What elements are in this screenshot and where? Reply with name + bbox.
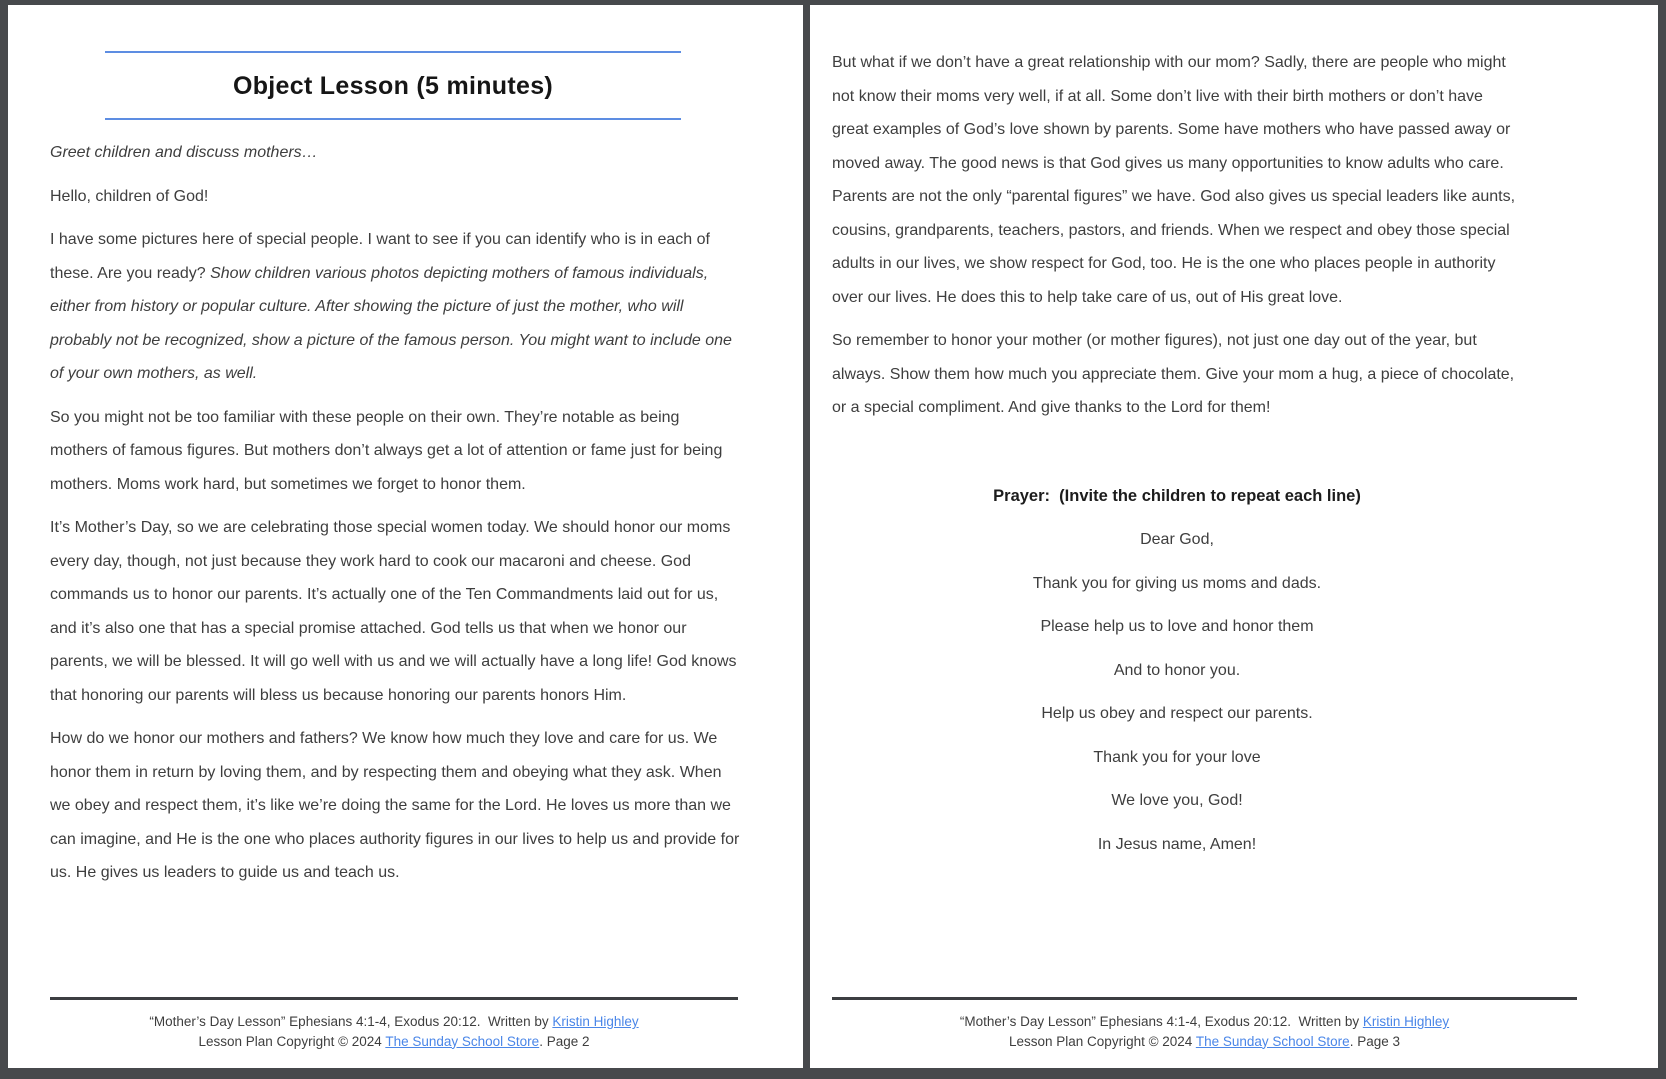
author-link[interactable]: Kristin Highley bbox=[1362, 1014, 1450, 1029]
prayer-line: And to honor you. bbox=[1113, 661, 1241, 679]
page-3 bbox=[810, 5, 1658, 1068]
prayer-heading: Prayer: (Invite the children to repeat each line) bbox=[993, 486, 1361, 505]
page-footer bbox=[832, 997, 1577, 1051]
footer-rule bbox=[50, 997, 738, 1000]
prayer-line: Dear God, bbox=[1140, 531, 1214, 548]
footer-citation bbox=[50, 1012, 738, 1032]
footer-citation-text: “Mother’s Day Lesson” Ephesians 4:1-4, Exodus 20:12. Written by bbox=[959, 1014, 1363, 1029]
prayer-line: Thank you for your love bbox=[1093, 748, 1261, 766]
footer-citation bbox=[832, 1012, 1577, 1032]
paragraph-remember: So remember to honor your mother (or mother figures), not just one day out of the year, but always. Show them how much you appreciate them. Give your mom a hug, a piece of chocolate, or a special compliment. And give thanks to the Lord for them! bbox=[832, 332, 1515, 416]
paragraph-pictures-direction: Show children various photos depicting mothers of famous individuals, either from history or popular culture. After showing the picture of just the mother, who will probably not be recognized, show a picture of the famous person. You might want to include one of your own mothers, as well. bbox=[50, 264, 732, 382]
title-rule-bottom bbox=[105, 118, 681, 120]
page-divider bbox=[803, 5, 810, 1068]
prayer-line: We love you, God! bbox=[1111, 792, 1243, 809]
author-link[interactable]: Kristin Highley bbox=[552, 1014, 639, 1029]
prayer-line: Help us obey and respect our parents. bbox=[1041, 705, 1313, 722]
store-link[interactable]: The Sunday School Store bbox=[1195, 1033, 1350, 1049]
footer-copyright bbox=[832, 1032, 1577, 1052]
page-2 bbox=[8, 5, 803, 1068]
section-title-block bbox=[105, 51, 681, 120]
footer-copyright-text: Lesson Plan Copyright © 2024 bbox=[1009, 1033, 1196, 1049]
footer-page-suffix: . Page 3 bbox=[1349, 1033, 1400, 1049]
footer-citation-text: “Mother’s Day Lesson” Ephesians 4:1-4, Exodus 20:12. Written by bbox=[149, 1014, 553, 1029]
prayer-line: Thank you for giving us moms and dads. bbox=[1032, 574, 1322, 592]
paragraph-pictures bbox=[50, 223, 740, 391]
prayer-line: In Jesus name, Amen! bbox=[1097, 835, 1257, 853]
footer-copyright bbox=[50, 1032, 738, 1052]
paragraph-relationship: But what if we don’t have a great relationship with our mom? Sadly, there are people who might not know their moms very well, if at all. Some don’t live with their birth mothers or don’t have great examples of God’s love shown by parents. Some have mothers who have passed away or moved away. The good news is that God gives us many opportunities to know adults who care. Parents are not the only “parental figures” we have. God also gives us special leaders like aunts, cousins, grandparents, teachers, pastors, and friends. When we respect and obey those special adults in our lives, we show respect for God, too. He is the one who places people in authority over our lives. He does this to help take care of us, out of His great love. bbox=[832, 54, 1516, 306]
paragraph-familiar: So you might not be too familiar with these people on their own. They’re notable as being mothers of famous figures. But mothers don’t always get a lot of attention or fame just for being mothers. Moms work hard, but sometimes we forget to honor them. bbox=[50, 408, 723, 493]
footer-rule bbox=[832, 997, 1577, 1000]
paragraph-hello: Hello, children of God! bbox=[50, 187, 209, 205]
store-link[interactable]: The Sunday School Store bbox=[385, 1033, 540, 1049]
prayer-line: Please help us to love and honor them bbox=[1040, 618, 1314, 635]
footer-page-suffix: . Page 2 bbox=[539, 1033, 590, 1049]
footer-copyright-text: Lesson Plan Copyright © 2024 bbox=[198, 1033, 386, 1049]
paragraph-how-honor: How do we honor our mothers and fathers? We know how much they love and care for us. We honor them in return by loving them, and by respecting them and obeying what they ask. When we obey and respect them, it’s like we’re doing the same for the Lord. He loves us more than we can imagine, and He is the one who places authority figures in our lives to help us and provide for us. He gives us leaders to guide us and teach us. bbox=[50, 730, 740, 881]
page-footer bbox=[50, 997, 738, 1051]
paragraph-mothers-day: It’s Mother’s Day, so we are celebrating those special women today. We should honor our moms every day, though, not just because they work hard to cook our macaroni and cheese. God commands us to honor our parents. It’s actually one of the Ten Commandments laid out for us, and it’s also one that has a special promise attached. God tells us that when we honor our parents, we will be blessed. It will go well with us and we will actually have a long life! God knows that honoring our parents will bless us because honoring our parents honors Him. bbox=[50, 519, 737, 704]
paragraph-stage-direction: Greet children and discuss mothers… bbox=[50, 144, 318, 161]
section-title: Object Lesson (5 minutes) bbox=[232, 72, 554, 100]
paragraph-pictures-text: I have some pictures here of special people. I want to see if you can identify who is in each of these. Are you ready? bbox=[50, 231, 710, 282]
